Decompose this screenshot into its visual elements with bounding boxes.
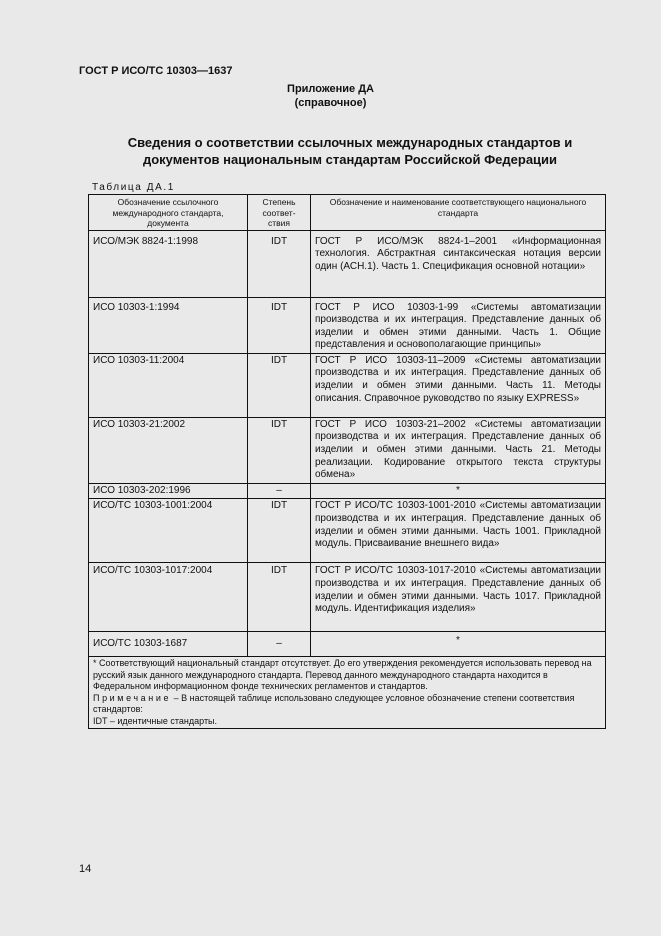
reference-cell: ИСО/ТС 10303-1687 [89, 632, 248, 657]
reference-cell: ИСО/МЭК 8824-1:1998 [89, 230, 248, 297]
column-header-degree: Степень соответ-ствия [248, 195, 311, 231]
reference-cell: ИСО/ТС 10303-1017:2004 [89, 563, 248, 632]
table-notes [89, 657, 606, 729]
degree-cell: IDT [248, 230, 311, 297]
table-notes-row [89, 657, 606, 729]
national-standard-cell: ГОСТ Р ИСО 10303-11–2009 «Системы автоматизации производства и их интеграция. Представление данных об изделии и обмен этими данными. Часть 11. Методы описания. Справочное руководство по языку EXPRESS» [311, 353, 606, 417]
reference-cell: ИСО 10303-11:2004 [89, 353, 248, 417]
national-standard-cell: ГОСТ Р ИСО/ТС 10303-1017-2010 «Системы автоматизации производства и их интеграция. Представление данных об изделии и обмен этими данными. Часть 1017. Прикладной модуль. Идентификация изделия» [311, 563, 606, 632]
annex-type: (справочное) [294, 97, 367, 109]
degree-cell: IDT [248, 297, 311, 353]
section-heading-line2: документов национальным стандартам Российской Федерации [142, 152, 558, 167]
table-row [89, 353, 606, 417]
column-header-reference: Обозначение ссылочного международного стандарта, документа [89, 195, 248, 231]
degree-cell: IDT [248, 353, 311, 417]
table-row [89, 230, 606, 297]
table-caption: Таблица ДА.1 [92, 182, 175, 193]
correspondence-table [88, 194, 606, 729]
table-row [89, 632, 606, 657]
degree-cell: IDT [248, 417, 311, 483]
note-label: Примечание [93, 692, 172, 703]
page-number: 14 [79, 863, 92, 875]
degree-cell: IDT [248, 563, 311, 632]
note-idt-definition: IDT – идентичные стандарты. [93, 715, 218, 726]
national-standard-cell: ГОСТ Р ИСО 10303-21–2002 «Системы автоматизации производства и их интеграция. Представление данных об изделии и обмен этими данными. Часть 21. Методы реализации. Кодирование открытого текста структуры обмена» [311, 417, 606, 483]
national-standard-cell: * [311, 483, 606, 499]
reference-cell: ИСО 10303-1:1994 [89, 297, 248, 353]
degree-cell: IDT [248, 499, 311, 563]
note-text: – В настоящей таблице использовано следующее условное обозначение степени соответствия стандартов: [93, 692, 575, 715]
national-standard-cell: * [311, 632, 606, 657]
degree-cell: – [248, 483, 311, 499]
section-heading-line1: Сведения о соответствии ссылочных международных стандартов и [127, 135, 573, 150]
note-paragraph [93, 693, 601, 716]
table-row [89, 483, 606, 499]
reference-cell: ИСО/ТС 10303-1001:2004 [89, 499, 248, 563]
footnote-text: * Соответствующий национальный стандарт отсутствует. До его утверждения рекомендуется использовать перевод на русский язык данного международного стандарта. Перевод данного международного стандарта находится в Федеральном информационном фонде технических регламентов и стандартов. [93, 658, 592, 692]
national-standard-cell: ГОСТ Р ИСО 10303-1-99 «Системы автоматизации производства и их интеграция. Представление данных об изделии и обмен этими данными. Часть 1. Общие представления и основополагающие принципы» [311, 297, 606, 353]
table-header-row [89, 195, 606, 231]
reference-cell: ИСО 10303-202:1996 [89, 483, 248, 499]
table-row [89, 297, 606, 353]
table-row [89, 563, 606, 632]
national-standard-cell: ГОСТ Р ИСО/ТС 10303-1001-2010 «Системы автоматизации производства и их интеграция. Представление данных об изделии и обмен этими данными. Часть 1001. Прикладной модуль. Присваивание внешнего вида» [311, 499, 606, 563]
table-row [89, 417, 606, 483]
reference-cell: ИСО 10303-21:2002 [89, 417, 248, 483]
annex-title: Приложение ДА [287, 83, 374, 95]
national-standard-cell: ГОСТ Р ИСО/МЭК 8824-1–2001 «Информационная технология. Абстрактная синтаксическая нотация версии один (АСН.1). Часть 1. Спецификация основной нотации» [311, 230, 606, 297]
column-header-national: Обозначение и наименование соответствующего национального стандарта [311, 195, 606, 231]
document-code: ГОСТ Р ИСО/ТС 10303—1637 [79, 65, 233, 77]
table-row [89, 499, 606, 563]
degree-cell: – [248, 632, 311, 657]
